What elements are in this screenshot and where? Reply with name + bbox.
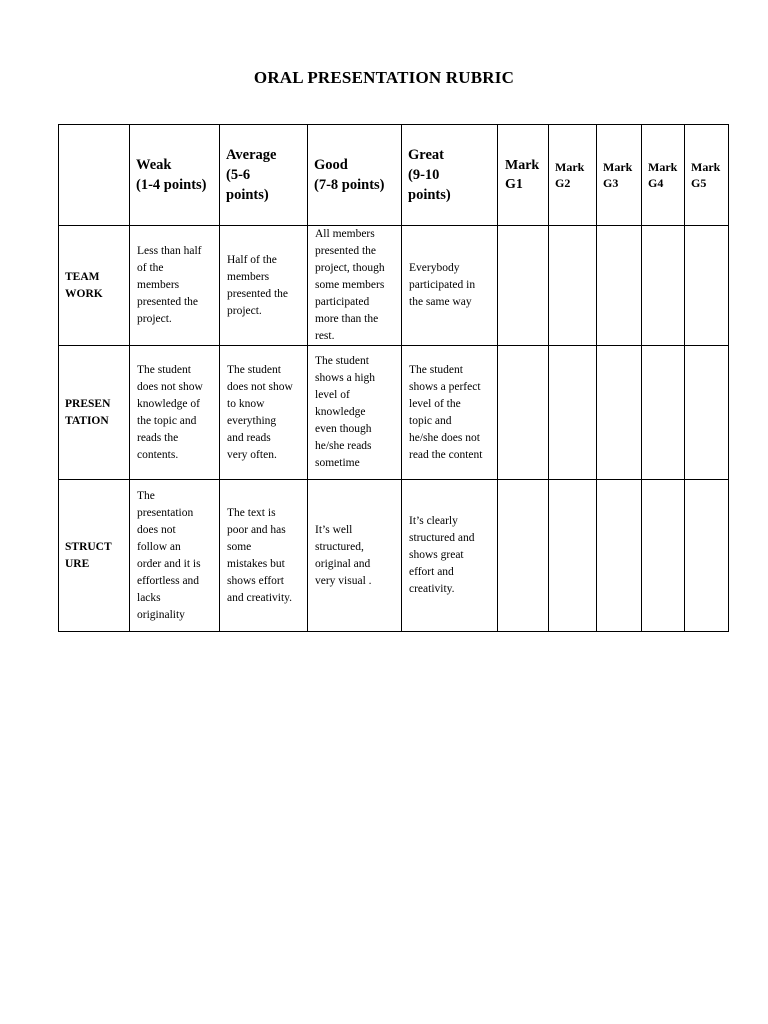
header-mark-g2 (549, 125, 597, 226)
cell-structure-average-line: poor and has (227, 523, 286, 536)
cell-team-work-weak-line: members (137, 279, 180, 291)
header-good (308, 125, 402, 226)
cell-structure-average-line: and creativity. (227, 591, 293, 604)
cell-presentation-weak-line: contents. (137, 448, 179, 461)
header-mark-g1 (498, 125, 549, 226)
cell-structure-good-line: It’s well (315, 523, 353, 536)
criterion-team-work-line: TEAM (65, 270, 100, 283)
cell-structure-weak-line: originality (137, 608, 185, 621)
cell-presentation-great-line: read the content (409, 448, 483, 461)
cell-structure-weak-line: order and it is (137, 557, 201, 570)
criterion-team-work-line: WORK (65, 287, 103, 300)
header-good-label: Good (314, 157, 348, 173)
cell-team-work-good-line: rest. (315, 330, 335, 342)
cell-team-work-average-line: members (227, 270, 270, 283)
cell-team-work-good (308, 226, 402, 346)
mark-cell-presentation-g1[interactable] (498, 346, 549, 480)
header-mark-g3 (597, 125, 642, 226)
mark-cell-presentation-g4[interactable] (642, 346, 685, 480)
header-great-range-line1: (9-10 (408, 167, 440, 183)
mark-cell-presentation-g3[interactable] (597, 346, 642, 480)
header-average-range-line1: (5-6 (226, 167, 251, 183)
cell-presentation-good-line: he/she reads (315, 440, 372, 452)
cell-structure-average-line: The text is (227, 506, 276, 519)
cell-structure-good-line: original and (315, 557, 371, 570)
mark-cell-team-work-g3[interactable] (597, 226, 642, 346)
table-row-team-work (59, 226, 729, 346)
mark-cell-team-work-g2[interactable] (549, 226, 597, 346)
cell-team-work-average-line: Half of the (227, 253, 277, 266)
cell-structure-good-line: structured, (315, 540, 364, 553)
cell-presentation-weak-line: knowledge of (137, 397, 200, 410)
cell-presentation-average-line: everything (227, 414, 277, 427)
cell-structure-weak-line: does not (137, 523, 176, 536)
cell-team-work-great (402, 226, 498, 346)
cell-presentation-good-line: knowledge (315, 406, 366, 418)
criterion-presentation-line: TATION (65, 414, 109, 427)
header-mark-g5 (685, 125, 729, 226)
cell-team-work-good-line: presented the (315, 245, 376, 257)
cell-structure-average (220, 480, 308, 632)
mark-cell-structure-g3[interactable] (597, 480, 642, 632)
cell-structure-weak-line: presentation (137, 506, 194, 519)
cell-presentation-good-line: shows a high (315, 372, 376, 384)
cell-structure-great-line: effort and (409, 566, 454, 578)
cell-presentation-great-line: level of the (409, 397, 461, 410)
header-good-range: (7-8 points) (314, 177, 385, 193)
rubric-table (58, 124, 729, 632)
cell-structure-good-line: very visual . (315, 574, 372, 587)
header-mark-g5-line2: G5 (691, 176, 707, 190)
header-great-range-line2: points) (408, 187, 451, 203)
header-mark-g3-line1: Mark (603, 160, 633, 174)
mark-cell-structure-g5[interactable] (685, 480, 729, 632)
cell-presentation-weak-line: The student (137, 363, 191, 376)
header-mark-g4 (642, 125, 685, 226)
header-weak (130, 125, 220, 226)
header-mark-g1-line1: Mark (505, 158, 540, 173)
cell-presentation-average-line: to know (227, 397, 265, 410)
cell-team-work-good-line: participated (315, 296, 370, 308)
cell-presentation-weak (130, 346, 220, 480)
header-weak-label: Weak (136, 157, 172, 173)
header-mark-g5-line1: Mark (691, 160, 721, 174)
header-average-label: Average (226, 147, 277, 163)
cell-structure-average-line: mistakes but (227, 557, 285, 570)
cell-structure-great-line: shows great (409, 549, 464, 561)
cell-team-work-average (220, 226, 308, 346)
cell-presentation-great (402, 346, 498, 480)
header-weak-range: (1-4 points) (136, 177, 207, 193)
header-mark-g1-line2: G1 (505, 177, 523, 192)
cell-team-work-good-line: project, though (315, 262, 385, 274)
cell-team-work-good-line: some members (315, 279, 385, 291)
header-average-range-line2: points) (226, 187, 269, 203)
cell-structure-great-line: It’s clearly (409, 515, 458, 527)
header-criterion-cell (59, 125, 130, 226)
cell-structure-good (308, 480, 402, 632)
cell-team-work-weak (130, 226, 220, 346)
header-mark-g2-line1: Mark (555, 160, 585, 174)
header-mark-g3-line2: G3 (603, 176, 619, 190)
cell-structure-weak-line: effortless and (137, 574, 200, 587)
header-mark-g4-line1: Mark (648, 160, 678, 174)
criterion-presentation-line: PRESEN (65, 397, 111, 410)
cell-presentation-great-line: he/she does not (409, 431, 480, 444)
cell-team-work-weak-line: of the (137, 262, 164, 274)
cell-presentation-average-line: and reads (227, 431, 271, 444)
cell-presentation-average (220, 346, 308, 480)
cell-presentation-great-line: The student (409, 363, 463, 376)
cell-presentation-good-line: even though (315, 423, 372, 435)
cell-team-work-average-line: presented the (227, 287, 288, 300)
header-mark-g4-line2: G4 (648, 176, 664, 190)
cell-presentation-average-line: The student (227, 363, 281, 376)
cell-presentation-great-line: shows a perfect (409, 380, 481, 393)
cell-team-work-great-line: Everybody (409, 262, 460, 274)
header-average (220, 125, 308, 226)
mark-cell-team-work-g5[interactable] (685, 226, 729, 346)
cell-structure-great-line: creativity. (409, 583, 455, 595)
cell-team-work-weak-line: presented the (137, 296, 198, 308)
cell-structure-weak (130, 480, 220, 632)
criterion-structure-line: URE (65, 557, 90, 570)
cell-structure-great (402, 480, 498, 632)
table-row-presentation (59, 346, 729, 480)
cell-presentation-good-line: sometime (315, 457, 360, 469)
criterion-structure (59, 480, 130, 632)
cell-team-work-weak-line: Less than half (137, 245, 202, 257)
mark-cell-presentation-g5[interactable] (685, 346, 729, 480)
cell-presentation-good-line: The student (315, 355, 369, 367)
cell-structure-great-line: structured and (409, 532, 475, 544)
cell-presentation-good (308, 346, 402, 480)
criterion-structure-line: STRUCT (65, 540, 112, 553)
cell-structure-average-line: shows effort (227, 574, 284, 587)
cell-presentation-average-line: very often. (227, 448, 277, 461)
criterion-team-work (59, 226, 130, 346)
cell-structure-average-line: some (227, 540, 252, 553)
mark-cell-team-work-g1[interactable] (498, 226, 549, 346)
cell-team-work-great-line: participated in (409, 279, 476, 291)
mark-cell-presentation-g2[interactable] (549, 346, 597, 480)
cell-team-work-weak-line: project. (137, 313, 172, 325)
table-row-structure (59, 480, 729, 632)
cell-structure-weak-line: The (137, 489, 155, 502)
mark-cell-structure-g4[interactable] (642, 480, 685, 632)
cell-presentation-weak-line: does not show (137, 380, 203, 393)
cell-presentation-weak-line: reads the (137, 431, 179, 444)
header-great-label: Great (408, 147, 444, 163)
header-row (59, 125, 729, 226)
document-title: ORAL PRESENTATION RUBRIC (253, 68, 515, 87)
header-great (402, 125, 498, 226)
cell-team-work-great-line: the same way (409, 296, 472, 308)
cell-structure-weak-line: lacks (137, 591, 161, 604)
mark-cell-structure-g1[interactable] (498, 480, 549, 632)
cell-team-work-average-line: project. (227, 304, 262, 317)
cell-presentation-weak-line: the topic and (137, 414, 197, 427)
cell-presentation-good-line: level of (315, 389, 350, 401)
cell-structure-weak-line: follow an (137, 540, 181, 553)
cell-team-work-good-line: more than the (315, 313, 379, 325)
cell-team-work-good-line: All members (315, 228, 375, 240)
cell-presentation-average-line: does not show (227, 380, 293, 393)
cell-presentation-great-line: topic and (409, 414, 452, 427)
header-mark-g2-line2: G2 (555, 176, 571, 190)
mark-cell-structure-g2[interactable] (549, 480, 597, 632)
mark-cell-team-work-g4[interactable] (642, 226, 685, 346)
criterion-presentation (59, 346, 130, 480)
